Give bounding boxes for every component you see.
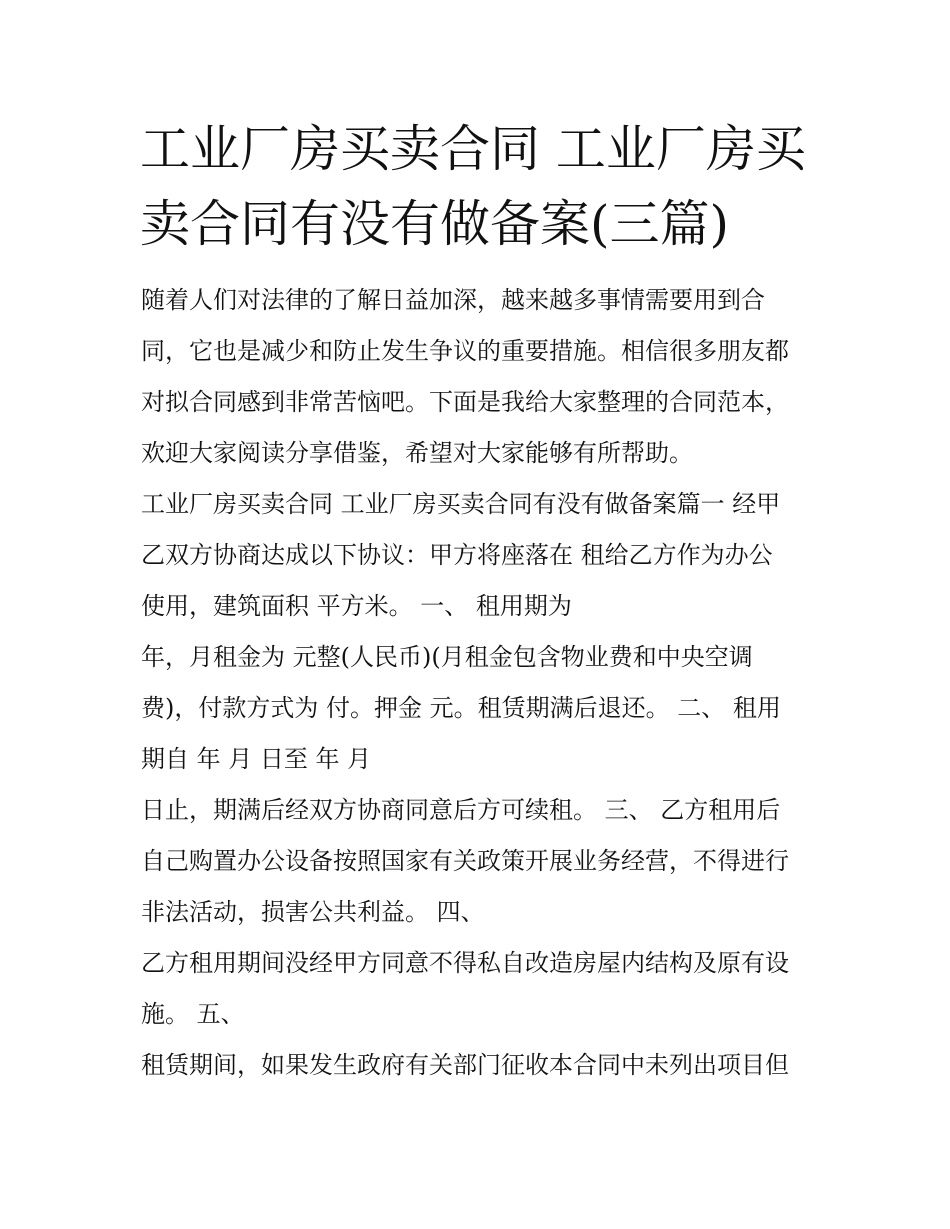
body-line: 期自 年 月 日至 年 月 [141, 745, 372, 773]
document-title-line-1: 工业厂房买卖合同 工业厂房买 [140, 120, 806, 178]
body-line: 欢迎大家阅读分享借鉴，希望对大家能够有所帮助。 [141, 439, 693, 467]
document-title-line-2: 卖合同有没有做备案(三篇) [140, 195, 730, 253]
body-line: 乙双方协商达成以下协议：甲方将座落在 租给乙方作为办公 [141, 541, 773, 569]
body-line: 施。 五、 [141, 1000, 245, 1028]
body-line: 对拟合同感到非常苦恼吧。下面是我给大家整理的合同范本， [141, 388, 789, 416]
body-line: 工业厂房买卖合同 工业厂房买卖合同有没有做备案篇一 经甲 [141, 490, 781, 518]
body-line: 使用，建筑面积 平方米。 一、 租用期为 [141, 592, 572, 620]
body-line: 非法活动，损害公共利益。 四、 [141, 898, 485, 926]
body-line: 乙方租用期间没经甲方同意不得私自改造房屋内结构及原有设 [141, 949, 789, 977]
body-line: 日止，期满后经双方协商同意后方可续租。 三、 乙方租用后 [141, 796, 781, 824]
body-line: 随着人们对法律的了解日益加深，越来越多事情需要用到合 [141, 286, 765, 314]
body-line: 年，月租金为 元整(人民币)(月租金包含物业费和中央空调 [141, 643, 753, 671]
body-line: 同，它也是减少和防止发生争议的重要措施。相信很多朋友都 [141, 337, 789, 365]
body-line: 自己购置办公设备按照国家有关政策开展业务经营，不得进行 [141, 847, 789, 875]
body-line: 租赁期间，如果发生政府有关部门征收本合同中未列出项目但 [141, 1051, 789, 1079]
body-line: 费)，付款方式为 付。押金 元。租赁期满后退还。 二、 租用 [141, 694, 781, 722]
